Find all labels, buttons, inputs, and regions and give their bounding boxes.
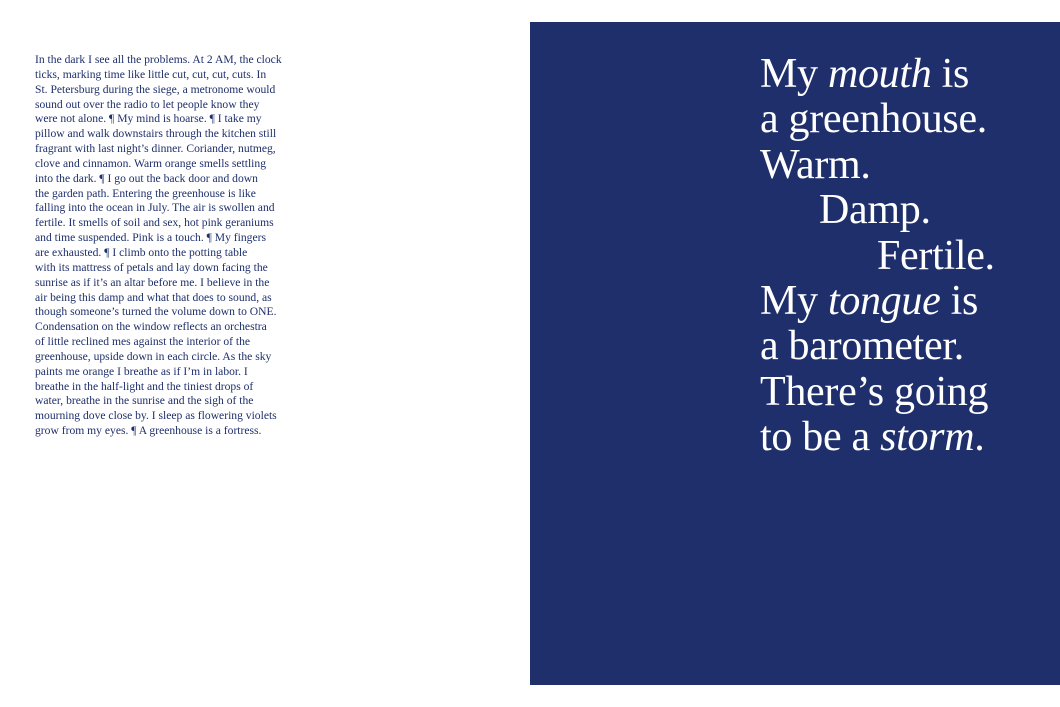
- prose-line: sunrise as if it’s an altar before me. I believe in the: [35, 275, 270, 289]
- prose-line: clove and cinnamon. Warm orange smells settling: [35, 156, 266, 170]
- pull-quote-poem: [760, 52, 1060, 461]
- prose-line: into the dark. ¶ I go out the back door and down: [35, 171, 258, 185]
- prose-line: breathe in the half-light and the tiniest drops of: [35, 379, 254, 393]
- poem-line-5: Fertile.: [877, 232, 995, 279]
- prose-line: and time suspended. Pink is a touch. ¶ My fingers: [35, 231, 266, 245]
- prose-line: were not alone. ¶ My mind is hoarse. ¶ I take my: [35, 112, 262, 126]
- prose-line: pillow and walk downstairs through the kitchen still: [35, 127, 277, 141]
- prose-line: greenhouse, upside down in each circle. As the sky: [35, 349, 272, 363]
- prose-line: Condensation on the window reflects an orchestra: [35, 320, 267, 334]
- prose-paragraph: [35, 53, 303, 439]
- poem-line-2: a greenhouse.: [760, 96, 987, 143]
- prose-line: water, breathe in the sunrise and the sigh of the: [35, 394, 254, 408]
- poem-line-8: There’s going: [760, 368, 989, 415]
- right-page-navy-panel: [530, 22, 1060, 685]
- poem-line-7: a barometer.: [760, 323, 964, 370]
- prose-line: fragrant with last night’s dinner. Coriander, nutmeg,: [35, 142, 276, 156]
- prose-line: fertile. It smells of soil and sex, hot pink geraniums: [35, 216, 274, 230]
- prose-line: the garden path. Entering the greenhouse is like: [35, 186, 256, 200]
- poem-line-6: My tongue is: [760, 278, 979, 325]
- poem-line-9: to be a storm.: [760, 414, 985, 461]
- emphasis-mouth: mouth: [827, 51, 932, 97]
- prose-line: mourning dove close by. I sleep as flowering violets: [35, 409, 277, 423]
- poem-line-3: Warm.: [760, 141, 871, 188]
- prose-line: are exhausted. ¶ I climb onto the potting table: [35, 245, 248, 259]
- prose-line: In the dark I see all the problems. At 2 AM, the clock: [35, 53, 282, 66]
- poem-line-4: Damp.: [819, 187, 931, 234]
- prose-line: grow from my eyes. ¶ A greenhouse is a fortress.: [35, 424, 262, 438]
- emphasis-storm: storm: [880, 414, 975, 461]
- prose-line: ticks, marking time like little cut, cut, cut, cuts. In: [35, 67, 267, 81]
- emphasis-tongue: tongue: [827, 278, 941, 325]
- prose-line: St. Petersburg during the siege, a metronome would: [35, 82, 276, 96]
- prose-line: with its mattress of petals and lay down facing the: [35, 260, 268, 274]
- poem-line-1: My mouth is: [760, 51, 970, 97]
- prose-line: falling into the ocean in July. The air is swollen and: [35, 201, 275, 215]
- prose-line: though someone’s turned the volume down to ONE.: [35, 305, 277, 319]
- prose-line: sound out over the radio to let people know they: [35, 97, 260, 111]
- prose-line: paints me orange I breathe as if I’m in labor. I: [35, 364, 248, 378]
- prose-line: of little reclined mes against the interior of the: [35, 335, 251, 349]
- prose-line: air being this damp and what that does to sound, as: [35, 290, 272, 304]
